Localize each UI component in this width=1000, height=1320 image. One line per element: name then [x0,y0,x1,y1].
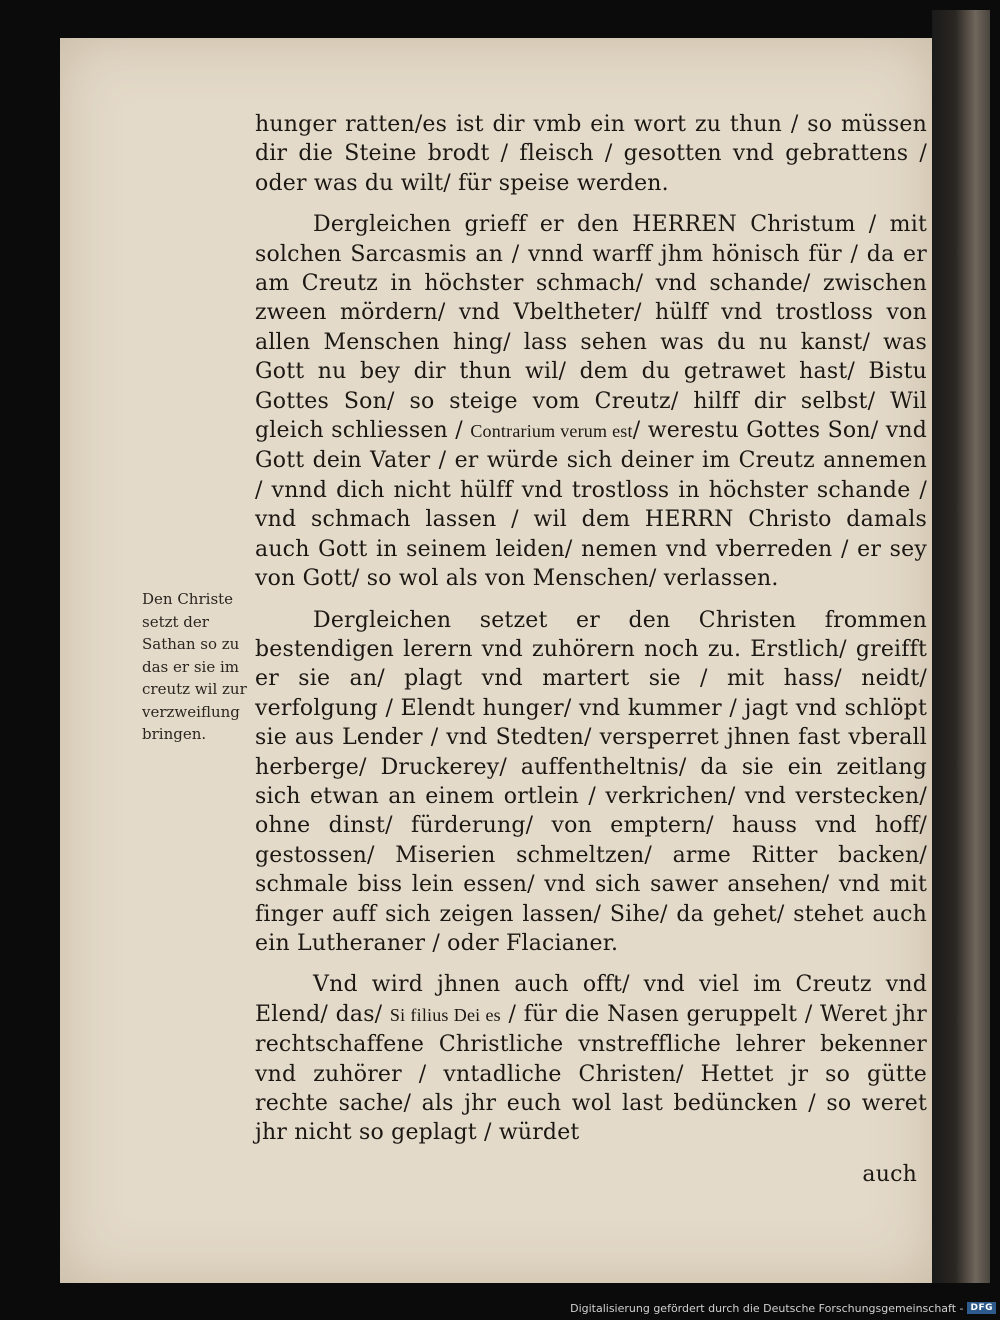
paragraph-text: / für die Nasen geruppelt / Weret jhr rechtschaffene Christliche vnstreffliche lehrer bekenner vnd zuhörer / vntadliche Christen/ Hettet jr so gütte rechte sache/ als jhr euch wol last bedüncken / so weret jhr nicht so geplagt / würdet [255,1001,927,1146]
catchword: auch [862,1161,917,1187]
paragraph-text: Dergleichen grieff er den HERREN Christum / mit solchen Sarcasmis an / vnnd warff jhm hönisch für / da er am Creutz in höchster schmach/ vnd schande/ zwischen zween mördern/ vnd Vbeltheter/ hülff vnd trostloss von allen Menschen hing/ lass sehen was du nu kanst/ was Gott nu bey dir thun wil/ dem du getrawet hast/ Bistu Gottes Son/ so steige vom Creutz/ hilff dir selbst/ Wil gleich schliessen / [255,212,927,444]
footer-credit [570,1300,996,1316]
paragraph [255,606,927,959]
latin-quote: Contrarium verum est [470,421,633,442]
paragraph-text: hunger ratten/es ist dir vmb ein wort zu thun / so müssen dir die Steine brodt / fleisch / gesotten vnd gebrattens / oder was du wilt/ für speise werden. [255,112,927,196]
margin-note: Den Christe setzt der Sathan so zu das er sie im creutz wil zur verzweiflung bringen. [142,590,247,743]
paragraph [255,210,927,593]
paragraph-text: Dergleichen setzet er den Christen frommen bestendigen lerern vnd zuhörern noch zu. Erstlich/ greifft er sie an/ plagt vnd martert sie / mit hass/ neidt/ verfolgung / Elendt hunger/ vnd kummer / jagt vnd schlöpt sie aus Lender / vnd Stedten/ versperret jhnen fast vberall herberge/ Druckerey/ auffentheltnis/ da sie ein zeitlang sich etwan an einem ortlein / verkrichen/ vnd verstecken/ ohne dinst/ fürderung/ von emptern/ hauss vnd hoff/ gestossen/ Miserien schmeltzen/ arme Ritter backen/ schmale biss lein essen/ vnd sich sawer ansehen/ vnd mit finger auff sich zeigen lassen/ Sihe/ da gehet/ stehet auch ein Lutheraner / oder Flacianer. [255,607,927,956]
latin-quote: Si filius Dei es [389,1004,501,1025]
page-edge [932,10,990,1283]
paragraph [255,970,927,1147]
main-text-block [255,110,927,1189]
footer-text: Digitalisierung gefördert durch die Deutsche Forschungsgemeinschaft - [570,1301,964,1315]
paragraph-text: / werestu Gottes Son/ vnd Gott dein Vater / er würde sich deiner im Creutz annemen / vnnd dich nicht hülff vnd trostloss in höchster schande / vnd schmach lassen / wil dem HERRN Christo damals auch Gott in seinem leiden/ nemen vnd vberreden / er sey von Gott/ so wol als von Menschen/ verlassen. [255,418,928,592]
paragraph-text: Vnd wird jhnen auch offt/ vnd viel im Creutz vnd Elend/ das/ [255,972,927,1027]
paragraph [255,110,927,198]
dfg-logo: DFG [967,1302,996,1314]
